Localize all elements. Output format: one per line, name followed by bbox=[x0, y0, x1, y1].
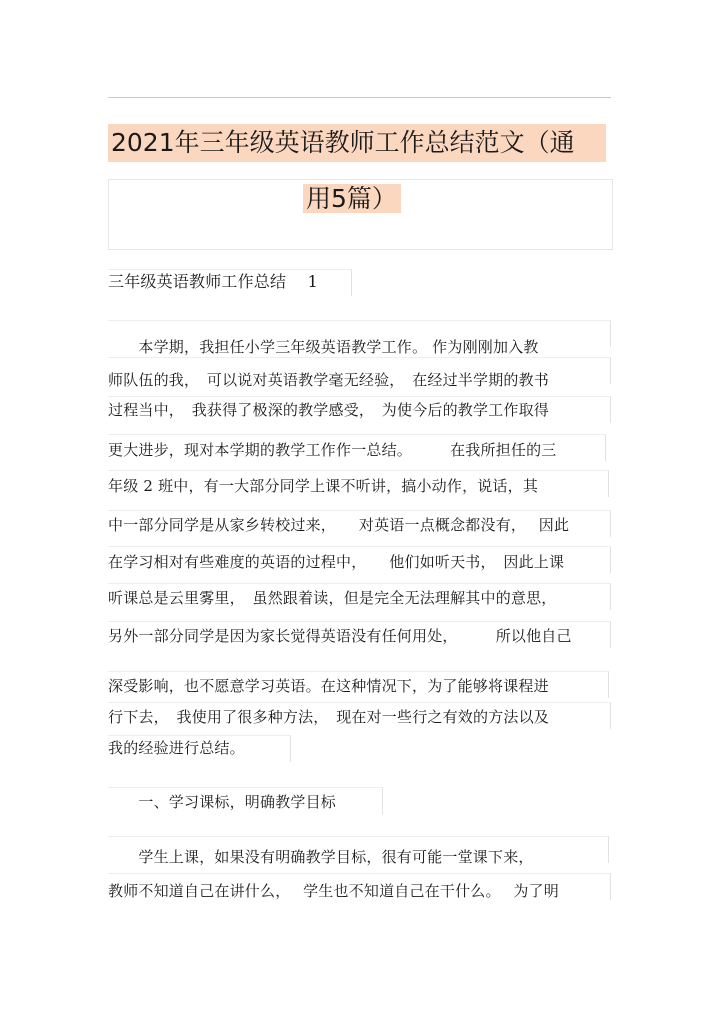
paragraph-line: 中一部分同学是从家乡转校过来， 对英语一点概念都没有， 因此 bbox=[108, 516, 570, 534]
paragraph-line: 行下去， 我使用了很多种方法， 现在对一些行之有效的方法以及 bbox=[108, 708, 550, 726]
document-title-line-1 bbox=[108, 124, 606, 162]
paragraph-line: 另外一部分同学是因为家长觉得英语没有任何用处， 所以他自己 bbox=[108, 627, 572, 645]
paragraph-line: 我的经验进行总结。 bbox=[108, 739, 245, 757]
paragraph-line: 教师不知道自己在讲什么， 学生也不知道自己在干什么。 为了明 bbox=[108, 882, 559, 900]
section-heading: 三年级英语教师工作总结 1 bbox=[108, 272, 319, 291]
paragraph-line: 在学习相对有些难度的英语的过程中， 他们如听天书， 因此上课 bbox=[108, 553, 565, 571]
title-highlight-2: 用5篇） bbox=[303, 184, 401, 213]
paragraph-line: 更大进步，现对本学期的教学工作作一总结。 在我所担任的三 bbox=[108, 441, 557, 459]
paragraph-line: 听课总是云里雾里， 虽然跟着读，但是完全无法理解其中的意思， bbox=[108, 589, 557, 607]
paragraph-line: 师队伍的我， 可以说对英语教学毫无经验， 在经过半学期的教书 bbox=[108, 371, 550, 389]
top-rule bbox=[108, 97, 611, 98]
paragraph-line: 学生上课，如果没有明确教学目标，很有可能一堂课下来， bbox=[108, 848, 534, 866]
paragraph-line: 深受影响，也不愿意学习英语。在这种情况下，为了能够将课程进 bbox=[108, 677, 549, 695]
paragraph-line: 过程当中， 我获得了极深的教学感受， 为使今后的教学工作取得 bbox=[108, 401, 550, 419]
document-title-line-2 bbox=[303, 180, 401, 218]
paragraph-line: 本学期，我担任小学三年级英语教学工作。 作为刚刚加入教 bbox=[108, 338, 539, 356]
section-heading-frame bbox=[108, 269, 352, 296]
title-highlight-1: 2021年三年级英语教师工作总结范文（通 bbox=[108, 124, 606, 162]
subheading: 一、学习课标，明确教学目标 bbox=[108, 793, 337, 811]
paragraph-line: 年级 2 班中，有一大部分同学上课不听讲，搞小动作，说话，其 bbox=[108, 477, 539, 495]
